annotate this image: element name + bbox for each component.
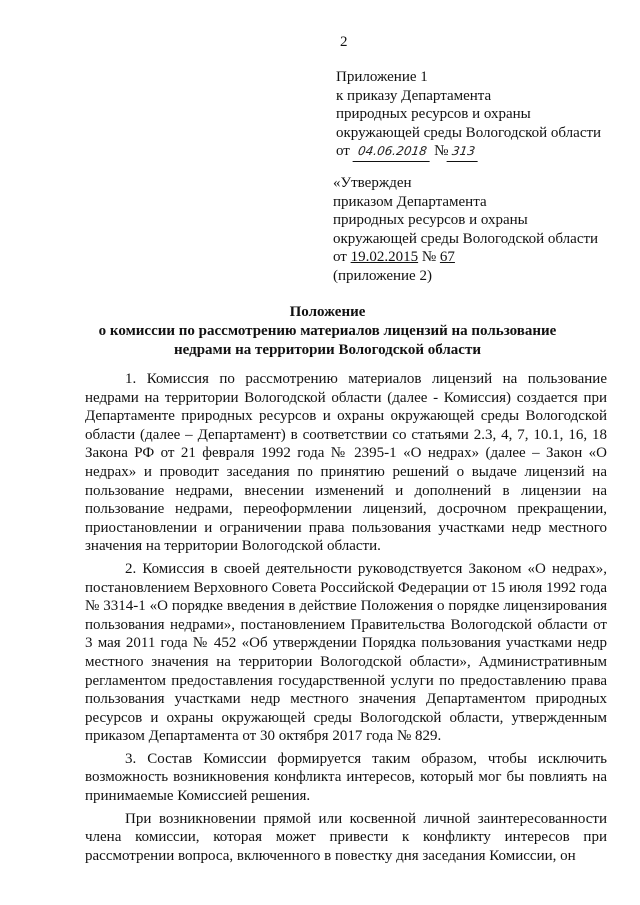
approval-number-label: № bbox=[421, 249, 437, 265]
document-title bbox=[95, 303, 560, 360]
appendix-order-date: 04.06.2018 bbox=[352, 142, 431, 162]
appendix-order-number: 313 bbox=[447, 142, 481, 162]
appendix-line-2: к приказу Департамента bbox=[336, 87, 492, 104]
appendix-line-1: Приложение 1 bbox=[336, 69, 428, 85]
approval-header bbox=[333, 174, 633, 285]
approval-from-label: от bbox=[333, 249, 347, 265]
document-body bbox=[85, 370, 607, 869]
appendix-line-4: окружающей среды Вологодской области bbox=[336, 124, 602, 141]
approval-line-4: окружающей среды Вологодской области bbox=[333, 230, 599, 247]
approval-date-line bbox=[333, 248, 633, 267]
approval-line-1: «Утвержден bbox=[333, 175, 412, 191]
appendix-line-3: природных ресурсов и охраны bbox=[336, 106, 531, 122]
approval-date: 19.02.2015 bbox=[350, 249, 419, 265]
title-line-1: Положение bbox=[289, 304, 366, 320]
appendix-order-date-line bbox=[336, 142, 626, 162]
approval-annex: (приложение 2) bbox=[333, 267, 432, 284]
approval-number: 67 bbox=[439, 249, 455, 265]
page-number: 2 bbox=[340, 34, 348, 50]
title-line-2: о комиссии по рассмотрению материалов лицензий на пользование bbox=[98, 323, 557, 339]
appendix-from-label: от bbox=[336, 143, 350, 159]
approval-line-2: приказом Департамента bbox=[333, 193, 487, 210]
title-line-3: недрами на территории Вологодской области bbox=[174, 342, 481, 358]
approval-line-3: природных ресурсов и охраны bbox=[333, 212, 528, 228]
paragraph-1: 1. Комиссия по рассмотрению материалов лицензий на пользование недрами на территории Вологодской области (далее - Комиссия) создается при Департаменте природных ресурсов и охраны окружающей среды Вологодской области (далее – Департамент) в соответствии со статьями 2.3, 4, 7, 10.1, 16, 18 Закона РФ от 21 февраля 1992 года № 2395-1 «О недрах» (далее – Закон «О недрах» и проводит заседания по принятию решений о выдаче лицензий на пользование недрами, внесении изменений и дополнений в лицензии на пользование недрами, переоформлении лицензий, досрочном прекращении, приостановлении и ограничении права пользования участками недр местного значения на территории Вологодской области. bbox=[85, 371, 607, 555]
appendix-number-label: № bbox=[434, 143, 449, 159]
paragraph-3: 3. Состав Комиссии формируется таким образом, чтобы исключить возможность возникновения конфликта интересов, который мог бы повлиять на принимаемые Комиссией решения. bbox=[85, 750, 607, 805]
appendix-header bbox=[336, 68, 626, 162]
paragraph-4: При возникновении прямой или косвенной личной заинтересованности члена комиссии, которая может привести к конфликту интересов при рассмотрении вопроса, включенного в повестку дня заседания Комиссии, он bbox=[85, 810, 607, 864]
paragraph-2: 2. Комиссия в своей деятельности руководствуется Законом «О недрах», постановлением Верховного Совета Российской Федерации от 15 июля 1992 года № 3314-1 «О порядке введения в действие Положения о порядке лицензирования пользования недрами», постановлением Правительства Вологодской области от 3 мая 2011 года № 452 «Об утверждении Порядка пользования участками недр местного значения на территории Вологодской области», Административным регламентом предоставления государственной услуги по предоставлению права пользования участками недр местного значения Департаментом природных ресурсов и охраны окружающей среды Вологодской области, утвержденным приказом Департамента от 30 октября 2017 года № 829. bbox=[85, 560, 607, 745]
